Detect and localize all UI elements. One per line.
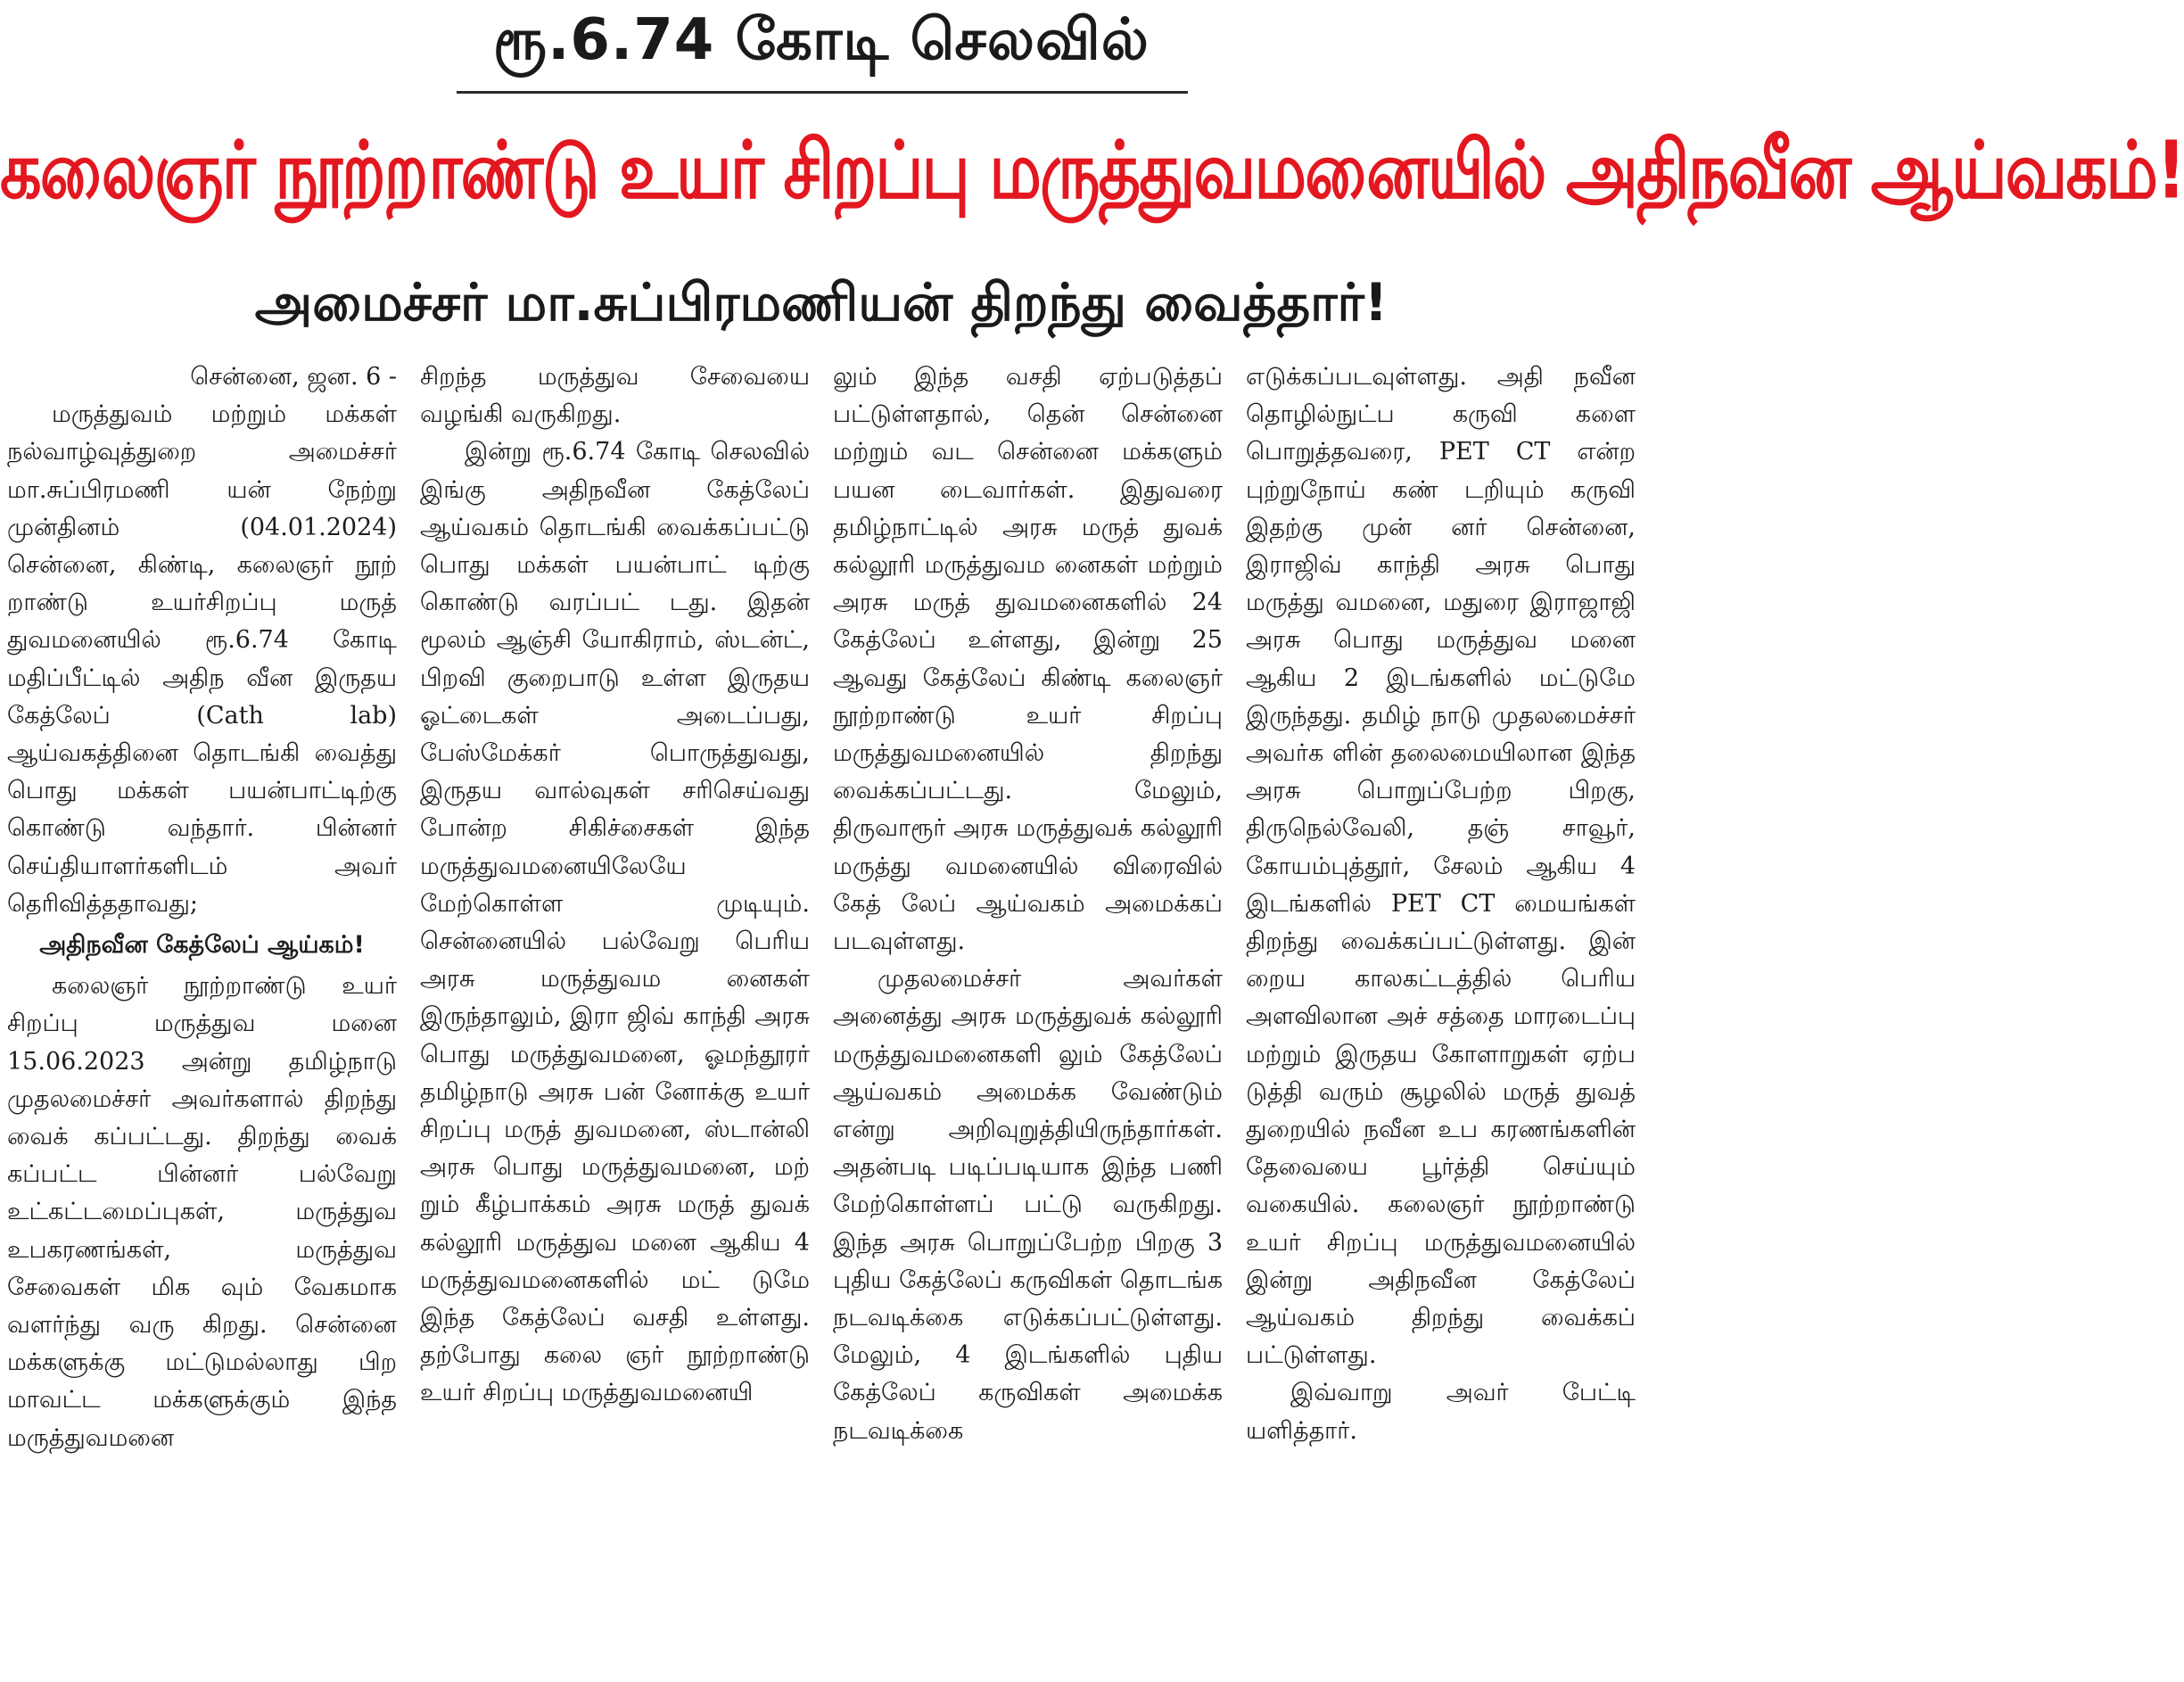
paragraph: எடுக்கப்படவுள்ளது. அதி நவீன தொழில்நுட்ப கருவி களை பொறுத்தவரை, PET CT என்ற புற்றுநோய் கண் டறியும் கருவி இதற்கு முன் னர் சென்னை, இராஜிவ் காந்தி அரசு பொது மருத்து வமனை, மதுரை இராஜாஜி அரசு பொது மருத்துவ மனை ஆகிய 2 இடங்களில் மட்டுமே இருந்தது. தமிழ் நாடு முதலமைச்சர் அவர்க ளின் தலைமையிலான இந்த அரசு பொறுப்பேற்ற பிறகு, திருநெல்வேலி, தஞ் சாவூர், கோயம்புத்தூர், சேலம் ஆகிய 4 இடங்களில் PET CT மையங்கள் திறந்து வைக்கப்பட்டுள்ளது. இன் றைய காலகட்டத்தில் பெரிய அளவிலான அச் சத்தை மாரடைப்பு மற்றும் இருதய கோளாறுகள் ஏற்ப டுத்தி வரும் சூழலில் மருத் துவத் துறையில் நவீன உப கரணங்களின் தேவையை பூர்த்தி செய்யும் வகையில். கலைஞர் நூற்றாண்டு உயர் சிறப்பு மருத்துவமனையில் இன்று அதிநவீன கேத்லேப் ஆய்வகம் திறந்து வைக்கப் பட்டுள்ளது.	[1246, 363, 1636, 1370]
kicker: ரூ.6.74 கோடி செலவில்	[493, 7, 1150, 73]
column-4	[1246, 359, 1636, 1678]
inline-subhead: அதிநவீன கேத்லேப் ஆய்கம்!	[39, 931, 365, 960]
paragraph: இன்று ரூ.6.74 கோடி செலவில் இங்கு அதிநவீன கேத்லேப் ஆய்வகம் தொடங்கி வைக்கப்பட்டு பொது மக்கள் பயன்பாட் டிற்கு கொண்டு வரப்பட் டது. இதன் மூலம் ஆஞ்சி யோகிராம், ஸ்டன்ட், பிறவி குறைபாடு உள்ள இருதய ஓட்டைகள் அடைப்பது, பேஸ்மேக்கர் பொருத்துவது, இருதய வால்வுகள் சரிசெய்வது போன்ற சிகிச்சைகள் இந்த மருத்துவமனையிலேயே மேற்கொள்ள முடியும். சென்னையில் பல்வேறு பெரிய அரசு மருத்துவம னைகள் இருந்தாலும், இரா ஜிவ் காந்தி அரசு பொது மருத்துவமனை, ஓமந்தூரர் தமிழ்நாடு அரசு பன் னோக்கு உயர் சிறப்பு மருத் துவமனை, ஸ்டான்லி அரசு பொது மருத்துவமனை, மற் றும் கீழ்பாக்கம் அரசு மருத் துவக் கல்லூரி மருத்துவ மனை ஆகிய 4 மருத்துவமனைகளில் மட் டுமே இந்த கேத்லேப் வசதி உள்ளது. தற்போது கலை ஞர் நூற்றாண்டு உயர் சிறப்பு மருத்துவமனையி	[420, 438, 810, 1407]
paragraph: லும் இந்த வசதி ஏற்படுத்தப் பட்டுள்ளதால், தென் சென்னை மற்றும் வட சென்னை மக்களும் பயன டைவார்கள். இதுவரை தமிழ்நாட்டில் அரசு மருத் துவக் கல்லூரி மருத்துவம னைகள் மற்றும் அரசு மருத் துவமனைகளில் 24 கேத்லேப் உள்ளது, இன்று 25 ஆவது கேத்லேப் கிண்டி கலைஞர் நூற்றாண்டு உயர் சிறப்பு மருத்துவமனையில் திறந்து வைக்கப்பட்டது. மேலும், திருவாரூர் அரசு மருத்துவக் கல்லூரி மருத்து வமனையில் விரைவில் கேத் லேப் ஆய்வகம் அமைக்கப் படவுள்ளது.	[833, 363, 1223, 956]
column-1	[7, 359, 397, 1678]
paragraph: முதலமைச்சர் அவர்கள் அனைத்து அரசு மருத்துவக் கல்லூரி மருத்துவமனைகளி லும் கேத்லேப் ஆய்வகம் அமைக்க வேண்டும் என்று அறிவுறுத்தியிருந்தார்கள். அதன்படி படிப்படியாக இந்த பணி மேற்கொள்ளப் பட்டு வருகிறது. இந்த அரசு பொறுப்பேற்ற பிறகு 3 புதிய கேத்லேப் கருவிகள் தொடங்க நடவடிக்கை எடுக்கப்பட்டுள்ளது. மேலும், 4 இடங்களில் புதிய கேத்லேப் கருவிகள் அமைக்க நடவடிக்கை	[833, 965, 1223, 1445]
kicker-rule	[457, 91, 1188, 94]
paragraph: இவ்வாறு அவர் பேட்டி யளித்தார்.	[1246, 1379, 1636, 1445]
paragraph: கலைஞர் நூற்றாண்டு உயர் சிறப்பு மருத்துவ மனை 15.06.2023 அன்று தமிழ்நாடு முதலமைச்சர் அவர்களால் திறந்து வைக் கப்பட்டது. திறந்து வைக் கப்பட்ட பின்னர் பல்வேறு உட்கட்டமைப்புகள், மருத்துவ உபகரணங்கள், மருத்துவ சேவைகள் மிக வும் வேகமாக வளர்ந்து வரு கிறது. சென்னை மக்களுக்கு மட்டுமல்லாது பிற மாவட்ட மக்களுக்கும் இந்த மருத்துவமனை	[7, 972, 397, 1452]
article-body	[7, 359, 1636, 1678]
column-2	[420, 359, 810, 1678]
subheadline: அமைச்சர் மா.சுப்பிரமணியன் திறந்து வைத்தார்!	[254, 272, 1389, 333]
column-3	[833, 359, 1223, 1678]
dateline: சென்னை, ஜன. 6 -	[190, 363, 397, 391]
paragraph: சிறந்த மருத்துவ சேவையை வழங்கி வருகிறது.	[420, 363, 810, 429]
headline: கலைஞர் நூற்றாண்டு உயர் சிறப்பு மருத்துவமனையில் அதிநவீன ஆய்வகம்!	[0, 124, 2184, 218]
paragraph: மருத்துவம் மற்றும் மக்கள் நல்வாழ்வுத்துறை அமைச்சர் மா.சுப்பிரமணி யன் நேற்று முன்தினம் (04.01.2024) சென்னை, கிண்டி, கலைஞர் நூற் றாண்டு உயர்சிறப்பு மருத் துவமனையில் ரூ.6.74 கோடி மதிப்பீட்டில் அதிந வீன இருதய கேத்லேப் (Cath lab) ஆய்வகத்தினை தொடங்கி வைத்து பொது மக்கள் பயன்பாட்டிற்கு கொண்டு வந்தார். பின்னர் செய்தியாளர்களிடம் அவர் தெரிவித்ததாவது;	[7, 400, 397, 918]
